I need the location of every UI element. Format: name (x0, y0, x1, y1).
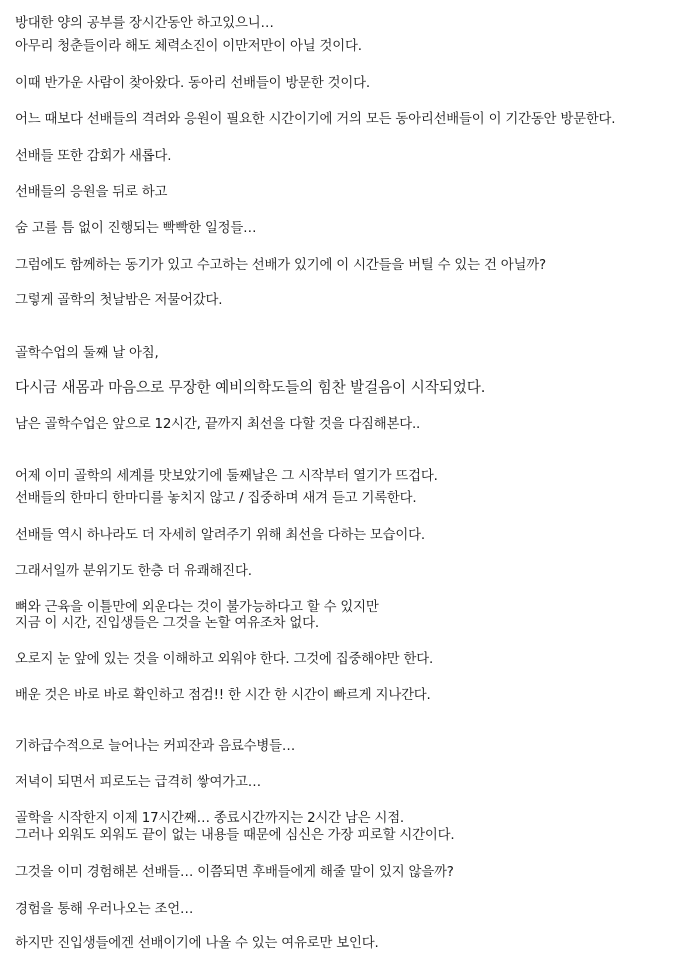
text-line: 어느 때보다 선배들의 격려와 응원이 필요한 시간이기에 거의 모든 동아리선배들이 이 기간동안 방문한다. (15, 112, 616, 127)
text-line: 그것을 이미 경험해본 선배들… 이쯤되면 후배들에게 해줄 말이 있지 않을까? (15, 865, 454, 880)
text-line: 하지만 진입생들에겐 선배이기에 나올 수 있는 여유로만 보인다. (15, 936, 379, 951)
text-line: 그래서일까 분위기도 한층 더 유쾌해진다. (15, 564, 252, 579)
section-heading: 골학수업의 둘째 날 아침, (15, 346, 159, 361)
text-line: 그러나 외워도 외워도 끝이 없는 내용들 때문에 심신은 가장 피로할 시간이다. (15, 828, 455, 843)
text-line: 이때 반가운 사람이 찾아왔다. 동아리 선배들이 방문한 것이다. (15, 76, 370, 91)
text-line: 그렇게 골학의 첫날밤은 저물어갔다. (15, 293, 223, 308)
text-line: 선배들의 한마디 한마디를 놓치지 않고 / 집중하며 새겨 듣고 기록한다. (15, 491, 417, 506)
text-line: 다시금 새몸과 마음으로 무장한 예비의학도들의 힘찬 발걸음이 시작되었다. (15, 379, 486, 396)
text-line: 숨 고를 틈 없이 진행되는 빡빡한 일정들… (15, 221, 257, 236)
text-line: 배운 것은 바로 바로 확인하고 점검!! 한 시간 한 시간이 빠르게 지나간다. (15, 688, 431, 703)
text-line: 오로지 눈 앞에 있는 것을 이해하고 외워야 한다. 그것에 집중해야만 한다. (15, 652, 434, 667)
text-line: 어제 이미 골학의 세계를 맛보았기에 둘째날은 그 시작부터 열기가 뜨겁다. (15, 469, 438, 484)
text-line: 아무리 청춘들이라 해도 체력소진이 이만저만이 아닐 것이다. (15, 39, 362, 54)
text-line: 저녁이 되면서 피로도는 급격히 쌓여가고… (15, 775, 261, 790)
text-line: 방대한 양의 공부를 장시간동안 하고있으니… (15, 16, 274, 31)
text-line: 기하급수적으로 늘어나는 커피잔과 음료수병들… (15, 739, 296, 754)
text-line: 지금 이 시간, 진입생들은 그것을 논할 여유조차 없다. (15, 616, 319, 631)
text-line: 뼈와 근육을 이틀만에 외운다는 것이 불가능하다고 할 수 있지만 (15, 600, 379, 615)
text-line: 선배들의 응원을 뒤로 하고 (15, 185, 168, 200)
text-line: 골학을 시작한지 이제 17시간째… 종료시간까지는 2시간 남은 시점. (15, 811, 404, 826)
text-line: 경험을 통해 우러나오는 조언… (15, 902, 194, 917)
text-line: 선배들 역시 하나라도 더 자세히 알려주기 위해 최선을 다하는 모습이다. (15, 528, 425, 543)
text-line: 남은 골학수업은 앞으로 12시간, 끝까지 최선을 다할 것을 다짐해본다.. (15, 417, 421, 432)
text-line: 선배들 또한 감회가 새롭다. (15, 149, 172, 164)
text-line: 그럼에도 함께하는 동기가 있고 수고하는 선배가 있기에 이 시간들을 버틸 수 있는 건 아닐까? (15, 258, 546, 273)
